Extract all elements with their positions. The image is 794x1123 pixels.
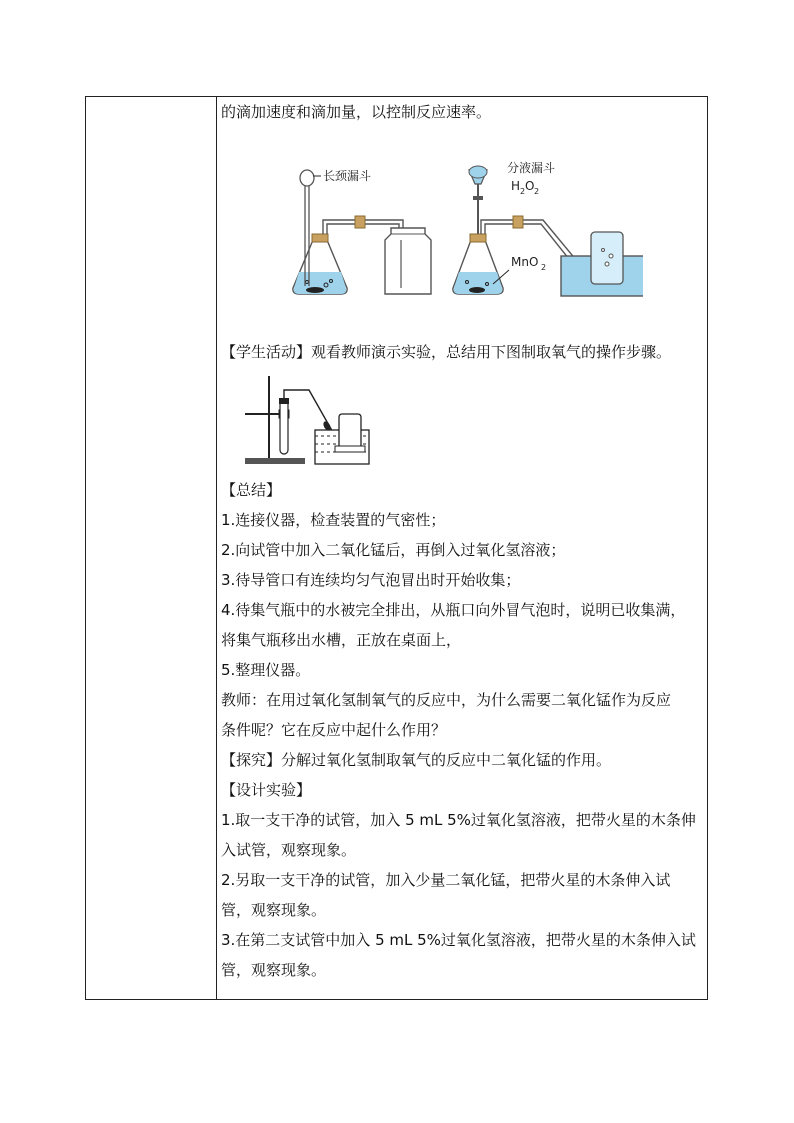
label-h2o2-sub2: 2 <box>534 187 540 196</box>
label-mno2-sub: 2 <box>541 263 547 272</box>
text-line: 教师：在用过氧化氢制氧气的反应中，为什么需要二氧化锰作为反应 <box>221 691 672 709</box>
text-line: 1.连接仪器，检查装置的气密性； <box>221 511 446 529</box>
text-line: 【学生活动】观看教师演示实验，总结用下图制取氧气的操作步骤。 <box>221 343 672 361</box>
label-separatory-funnel: 分液漏斗 <box>507 161 556 175</box>
label-h2o2-h: H <box>511 179 521 193</box>
text-line: 管，观察现象。 <box>221 901 327 919</box>
apparatus-figure-h2o2 <box>283 160 643 300</box>
text-line: 【设计实验】 <box>221 781 312 799</box>
label-mno2-main: MnO <box>511 255 539 269</box>
long-neck-funnel-apparatus <box>293 170 431 294</box>
text-line: 3.待导管口有连续均匀气泡冒出时开始收集； <box>221 571 521 589</box>
label-h2o2-o: O <box>525 179 535 193</box>
separatory-funnel-apparatus <box>453 166 643 296</box>
text-line: 3.在第二支试管中加入 5 mL 5%过氧化氢溶液，把带火星的木条伸入试 <box>221 931 696 949</box>
text-line: 1.取一支干净的试管，加入 5 mL 5%过氧化氢溶液，把带火星的木条伸 <box>221 811 696 829</box>
label-long-neck-funnel: 长颈漏斗 <box>323 169 372 183</box>
label-h2o2 <box>511 179 539 196</box>
label-h2o2-sub1: 2 <box>520 187 526 196</box>
text-line: 入试管，观察现象。 <box>221 841 357 859</box>
apparatus-figure-collection <box>235 370 375 468</box>
text-line: 2.向试管中加入二氧化锰后，再倒入过氧化氢溶液； <box>221 541 566 559</box>
text-line: 的滴加速度和滴加量，以控制反应速率。 <box>221 103 492 121</box>
text-line: 将集气瓶移出水槽，正放在桌面上， <box>221 631 462 649</box>
text-line: 【总结】 <box>221 481 282 499</box>
text-line: 4.待集气瓶中的水被完全排出，从瓶口向外冒气泡时，说明已收集满， <box>221 601 686 619</box>
text-line: 条件呢？它在反应中起什么作用？ <box>221 721 447 739</box>
text-line: 管，观察现象。 <box>221 961 327 979</box>
label-mno2 <box>511 255 546 272</box>
text-line: 【探究】分解过氧化氢制取氧气的反应中二氧化锰的作用。 <box>221 751 612 769</box>
text-line: 5.整理仪器。 <box>221 661 311 679</box>
text-line: 2.另取一支干净的试管，加入少量二氧化锰，把带火星的木条伸入试 <box>221 871 671 889</box>
column-divider <box>216 96 217 1000</box>
